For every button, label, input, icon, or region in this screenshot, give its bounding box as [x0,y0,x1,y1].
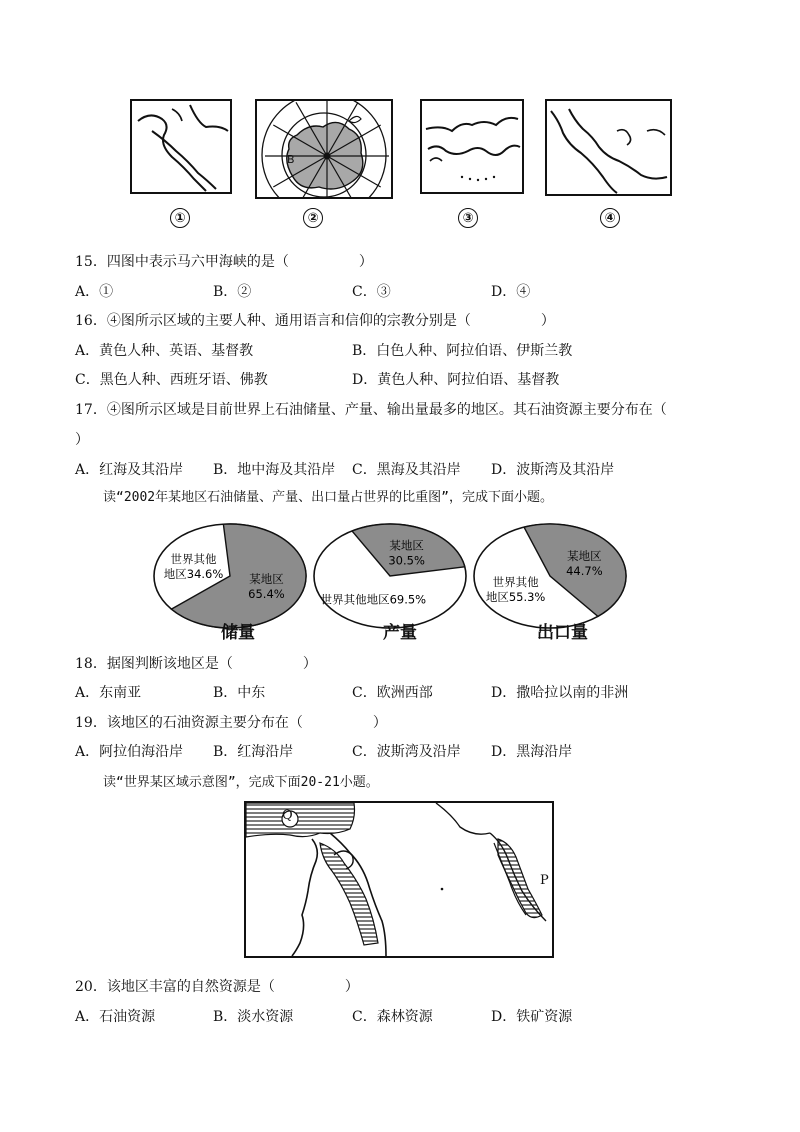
pie-label-region: 某地区 65.4% [248,572,285,602]
q20-option-a: A．石油资源 [75,1009,156,1025]
region-map-label-p: P [540,873,549,888]
q19-option-c: C．波斯湾及沿岸 [352,744,461,760]
question-15-stem: 15．四图中表示马六甲海峡的是（ ） [75,254,373,270]
q16-option-d: D．黄色人种、阿拉伯语、基督教 [352,372,560,388]
region-map [244,801,554,958]
q17-option-c: C．黑海及其沿岸 [352,462,461,478]
q15-option-a: A．① [75,284,114,300]
pie-title-export: 出口量 [537,623,588,643]
q16-option-a: A．黄色人种、英语、基督教 [75,343,254,359]
question-20-stem: 20．该地区丰富的自然资源是（ ） [75,979,359,995]
pie-label-other: 世界其他地区69.5% [320,592,427,607]
q20-option-b: B．淡水资源 [213,1009,294,1025]
pie-title-production: 产量 [383,623,417,643]
pie-label-other: 世界其他地区55.3% [485,574,546,604]
question-17-stem: 17．④图所示区域是目前世界上石油储量、产量、输出量最多的地区。其石油资源主要分布在（ [75,402,667,418]
pie-label-other: 世界其他地区34.6% [163,551,224,581]
question-18-stem: 18．据图判断该地区是（ ） [75,656,317,672]
question-19-stem: 19．该地区的石油资源主要分布在（ ） [75,715,387,731]
map-4 [545,99,672,196]
region-map-intro: 读“世界某区域示意图”，完成下面20-21小题。 [103,775,379,790]
q18-option-a: A．东南亚 [75,685,142,701]
q20-option-d: D．铁矿资源 [491,1009,573,1025]
q18-option-d: D．撒哈拉以南的非洲 [491,685,629,701]
q17-option-a: A．红海及其沿岸 [75,462,184,478]
q17-option-d: D．波斯湾及其沿岸 [491,462,615,478]
map-1 [130,99,232,194]
map-2-number: ② [303,208,323,228]
q20-option-c: C．森林资源 [352,1009,433,1025]
question-16-stem: 16．④图所示区域的主要人种、通用语言和信仰的宗教分别是（ ） [75,313,555,329]
map-2 [255,99,393,199]
q16-option-c: C．黑色人种、西班牙语、佛教 [75,372,268,388]
pie-charts [150,520,650,632]
pie-title-reserves: 储量 [221,623,255,643]
pie-chart-intro: 读“2002年某地区石油储量、产量、出口量占世界的比重图”，完成下面小题。 [103,490,553,505]
map-2-letter: B [287,153,295,166]
map-4-number: ④ [600,208,620,228]
q18-option-b: B．中东 [213,685,266,701]
q16-option-b: B．白色人种、阿拉伯语、伊斯兰教 [352,343,573,359]
q18-option-c: C．欧洲西部 [352,685,433,701]
question-17-stem-cont: ） [75,432,89,448]
q19-option-a: A．阿拉伯海沿岸 [75,744,184,760]
q19-option-b: B．红海沿岸 [213,744,294,760]
q15-option-c: C．③ [352,284,391,300]
map-3 [420,99,524,194]
map-1-number: ① [170,208,190,228]
q15-option-b: B．② [213,284,252,300]
q19-option-d: D．黑海沿岸 [491,744,573,760]
q17-option-b: B．地中海及其沿岸 [213,462,336,478]
map-3-number: ③ [458,208,478,228]
pie-label-region: 某地区 44.7% [566,549,603,579]
region-map-label-q: Q [282,808,293,823]
pie-label-region: 某地区 30.5% [388,538,425,568]
q15-option-d: D．④ [491,284,531,300]
